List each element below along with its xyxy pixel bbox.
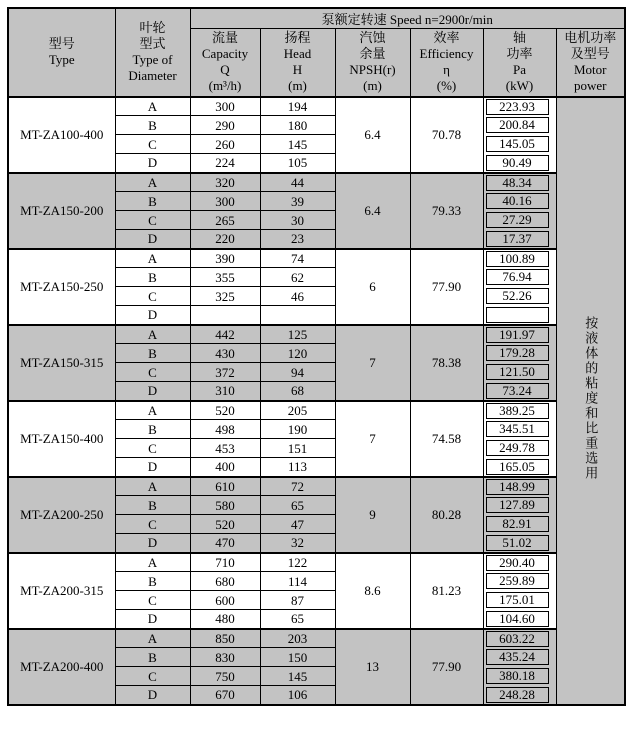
power-cell: 145.05 <box>483 135 556 154</box>
variant-cell: B <box>115 496 190 515</box>
variant-cell: A <box>115 477 190 496</box>
table-body <box>8 97 625 705</box>
head-cell: 105 <box>260 154 335 173</box>
head-cell: 145 <box>260 135 335 154</box>
head-cell: 74 <box>260 249 335 268</box>
capacity-cell: 300 <box>190 192 260 211</box>
capacity-cell: 830 <box>190 648 260 667</box>
efficiency-cell: 74.58 <box>410 401 483 477</box>
table-row <box>8 553 625 572</box>
capacity-cell: 610 <box>190 477 260 496</box>
head-cell: 125 <box>260 325 335 344</box>
variant-cell: C <box>115 591 190 610</box>
variant-cell: C <box>115 363 190 382</box>
capacity-cell: 580 <box>190 496 260 515</box>
efficiency-cell: 80.28 <box>410 477 483 553</box>
header-model-en: Type <box>48 52 75 68</box>
header-impeller-type: 叶轮 型式 Type of Diameter <box>115 8 190 97</box>
capacity-cell: 310 <box>190 382 260 401</box>
motor-note-cell <box>556 97 625 705</box>
table-row <box>8 477 625 496</box>
head-cell: 65 <box>260 496 335 515</box>
model-cell: MT-ZA150-200 <box>8 173 115 249</box>
head-cell: 23 <box>260 230 335 249</box>
variant-cell: B <box>115 344 190 363</box>
capacity-cell: 498 <box>190 420 260 439</box>
capacity-cell: 390 <box>190 249 260 268</box>
variant-cell: D <box>115 154 190 173</box>
variant-cell: C <box>115 439 190 458</box>
head-cell: 150 <box>260 648 335 667</box>
variant-cell: D <box>115 306 190 325</box>
power-cell: 345.51 <box>483 420 556 439</box>
variant-cell: D <box>115 230 190 249</box>
power-cell: 249.78 <box>483 439 556 458</box>
head-cell: 44 <box>260 173 335 192</box>
table-row <box>8 249 625 268</box>
head-cell: 32 <box>260 534 335 553</box>
table-row <box>8 401 625 420</box>
capacity-cell: 300 <box>190 97 260 116</box>
pump-spec-table <box>7 7 626 706</box>
power-cell: 175.01 <box>483 591 556 610</box>
head-cell: 151 <box>260 439 335 458</box>
head-cell: 39 <box>260 192 335 211</box>
head-cell: 180 <box>260 116 335 135</box>
capacity-cell <box>190 306 260 325</box>
variant-cell: C <box>115 135 190 154</box>
header-capacity: 流量 Capacity Q (m³/h) <box>190 29 260 97</box>
variant-cell: A <box>115 325 190 344</box>
head-cell: 94 <box>260 363 335 382</box>
model-cell: MT-ZA150-250 <box>8 249 115 325</box>
capacity-cell: 400 <box>190 458 260 477</box>
power-cell: 100.89 <box>483 249 556 268</box>
variant-cell: B <box>115 268 190 287</box>
header-npsh: 汽蚀 余量 NPSH(r) (m) <box>335 29 410 97</box>
model-cell: MT-ZA200-250 <box>8 477 115 553</box>
power-cell: 127.89 <box>483 496 556 515</box>
head-cell: 62 <box>260 268 335 287</box>
variant-cell: B <box>115 192 190 211</box>
efficiency-cell: 79.33 <box>410 173 483 249</box>
head-cell: 194 <box>260 97 335 116</box>
power-cell: 90.49 <box>483 154 556 173</box>
power-cell: 259.89 <box>483 572 556 591</box>
power-cell: 73.24 <box>483 382 556 401</box>
table-row <box>8 173 625 192</box>
capacity-cell: 750 <box>190 667 260 686</box>
power-cell: 389.25 <box>483 401 556 420</box>
power-cell: 200.84 <box>483 116 556 135</box>
capacity-cell: 260 <box>190 135 260 154</box>
head-cell: 68 <box>260 382 335 401</box>
power-cell: 104.60 <box>483 610 556 629</box>
variant-cell: A <box>115 401 190 420</box>
power-cell: 191.97 <box>483 325 556 344</box>
power-cell: 290.40 <box>483 553 556 572</box>
npsh-cell: 6 <box>335 249 410 325</box>
head-cell: 113 <box>260 458 335 477</box>
motor-note-text: 按液体的粘度和比重选用 <box>583 316 599 481</box>
capacity-cell: 430 <box>190 344 260 363</box>
power-cell: 51.02 <box>483 534 556 553</box>
variant-cell: B <box>115 420 190 439</box>
variant-cell: A <box>115 249 190 268</box>
model-cell: MT-ZA100-400 <box>8 97 115 173</box>
power-cell: 223.93 <box>483 97 556 116</box>
head-cell: 47 <box>260 515 335 534</box>
head-cell: 65 <box>260 610 335 629</box>
header-motor-power: 电机功率 及型号 Motor power <box>556 29 625 97</box>
capacity-cell: 320 <box>190 173 260 192</box>
power-cell <box>483 306 556 325</box>
variant-cell: A <box>115 173 190 192</box>
head-cell: 46 <box>260 287 335 306</box>
head-cell: 203 <box>260 629 335 648</box>
efficiency-cell: 78.38 <box>410 325 483 401</box>
capacity-cell: 600 <box>190 591 260 610</box>
head-cell: 190 <box>260 420 335 439</box>
capacity-cell: 265 <box>190 211 260 230</box>
model-cell: MT-ZA150-400 <box>8 401 115 477</box>
npsh-cell: 9 <box>335 477 410 553</box>
efficiency-cell: 77.90 <box>410 249 483 325</box>
head-cell: 205 <box>260 401 335 420</box>
model-cell: MT-ZA200-315 <box>8 553 115 629</box>
capacity-cell: 670 <box>190 686 260 705</box>
head-cell: 120 <box>260 344 335 363</box>
capacity-cell: 325 <box>190 287 260 306</box>
power-cell: 248.28 <box>483 686 556 705</box>
head-cell: 122 <box>260 553 335 572</box>
model-cell: MT-ZA200-400 <box>8 629 115 705</box>
model-cell: MT-ZA150-315 <box>8 325 115 401</box>
power-cell: 121.50 <box>483 363 556 382</box>
variant-cell: B <box>115 648 190 667</box>
header-efficiency: 效率 Efficiency η (%) <box>410 29 483 97</box>
head-cell: 87 <box>260 591 335 610</box>
power-cell: 27.29 <box>483 211 556 230</box>
npsh-cell: 7 <box>335 325 410 401</box>
capacity-cell: 480 <box>190 610 260 629</box>
capacity-cell: 372 <box>190 363 260 382</box>
power-cell: 603.22 <box>483 629 556 648</box>
table-row <box>8 97 625 116</box>
variant-cell: C <box>115 667 190 686</box>
variant-cell: A <box>115 97 190 116</box>
variant-cell: B <box>115 572 190 591</box>
header-shaft-power: 轴 功率 Pa (kW) <box>483 29 556 97</box>
variant-cell: C <box>115 211 190 230</box>
capacity-cell: 850 <box>190 629 260 648</box>
variant-cell: A <box>115 629 190 648</box>
table-row <box>8 325 625 344</box>
npsh-cell: 8.6 <box>335 553 410 629</box>
power-cell: 165.05 <box>483 458 556 477</box>
capacity-cell: 453 <box>190 439 260 458</box>
capacity-cell: 355 <box>190 268 260 287</box>
power-cell: 52.26 <box>483 287 556 306</box>
capacity-cell: 680 <box>190 572 260 591</box>
efficiency-cell: 77.90 <box>410 629 483 705</box>
capacity-cell: 220 <box>190 230 260 249</box>
variant-cell: D <box>115 610 190 629</box>
capacity-cell: 710 <box>190 553 260 572</box>
head-cell: 145 <box>260 667 335 686</box>
npsh-cell: 13 <box>335 629 410 705</box>
capacity-cell: 470 <box>190 534 260 553</box>
power-cell: 380.18 <box>483 667 556 686</box>
variant-cell: C <box>115 515 190 534</box>
npsh-cell: 7 <box>335 401 410 477</box>
head-cell <box>260 306 335 325</box>
power-cell: 76.94 <box>483 268 556 287</box>
power-cell: 148.99 <box>483 477 556 496</box>
head-cell: 106 <box>260 686 335 705</box>
head-cell: 72 <box>260 477 335 496</box>
capacity-cell: 520 <box>190 515 260 534</box>
variant-cell: B <box>115 116 190 135</box>
capacity-cell: 520 <box>190 401 260 420</box>
variant-cell: D <box>115 686 190 705</box>
power-cell: 48.34 <box>483 173 556 192</box>
head-cell: 114 <box>260 572 335 591</box>
variant-cell: C <box>115 287 190 306</box>
efficiency-cell: 70.78 <box>410 97 483 173</box>
npsh-cell: 6.4 <box>335 173 410 249</box>
power-cell: 40.16 <box>483 192 556 211</box>
variant-cell: D <box>115 458 190 477</box>
variant-cell: D <box>115 534 190 553</box>
efficiency-cell: 81.23 <box>410 553 483 629</box>
table-row <box>8 629 625 648</box>
power-cell: 82.91 <box>483 515 556 534</box>
head-cell: 30 <box>260 211 335 230</box>
header-model <box>8 8 115 97</box>
header-rated-speed: 泵额定转速 Speed n=2900r/min <box>190 8 625 29</box>
power-cell: 435.24 <box>483 648 556 667</box>
power-cell: 179.28 <box>483 344 556 363</box>
variant-cell: A <box>115 553 190 572</box>
variant-cell: D <box>115 382 190 401</box>
header-model-zh: 型号 <box>48 36 75 52</box>
table-header <box>8 8 625 97</box>
power-cell: 17.37 <box>483 230 556 249</box>
capacity-cell: 290 <box>190 116 260 135</box>
header-head: 扬程 Head H (m) <box>260 29 335 97</box>
capacity-cell: 442 <box>190 325 260 344</box>
capacity-cell: 224 <box>190 154 260 173</box>
npsh-cell: 6.4 <box>335 97 410 173</box>
